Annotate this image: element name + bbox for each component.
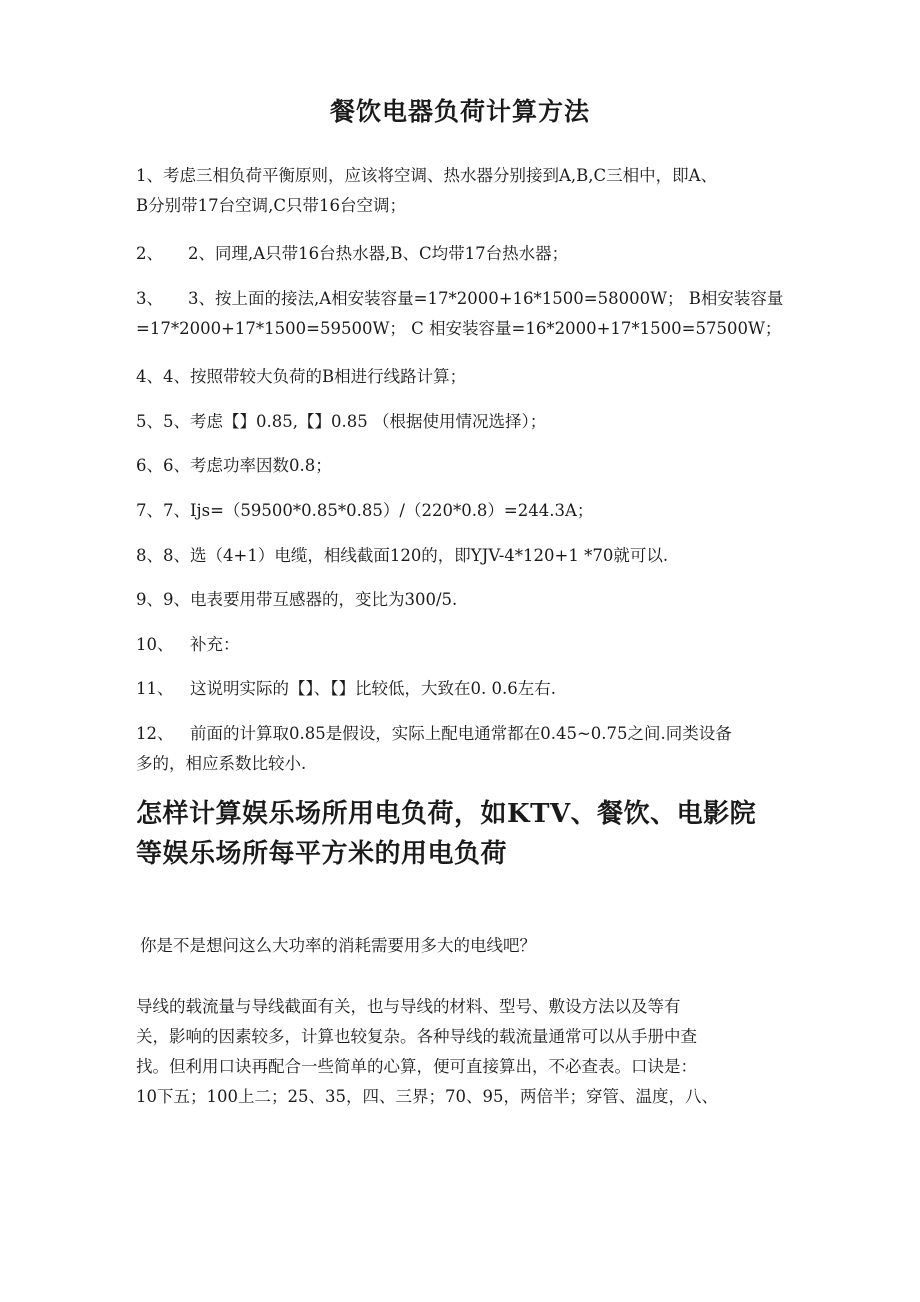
list-item-6 [136,451,796,481]
item-text: 这说明实际的【】、【】比较低，大致在0. 0.6左右. [190,679,556,698]
list-item-8 [136,541,796,571]
item-text-continued: B分别带17台空调,C只带16台空调； [136,196,406,215]
item-number: 8、 [136,546,163,565]
list-item-4 [136,362,796,392]
item-text-continued: 多的，相应系数比较小. [136,754,307,773]
section-heading-line-2: 等娱乐场所每平方米的用电负荷 [136,839,508,869]
list-item-10 [136,630,796,660]
item-text: 8、选（4+1）电缆，相线截面120的，即YJV-4*120+1 *70就可以. [163,546,669,565]
item-text: 6、考虑功率因数0.8； [163,456,332,475]
answer-line: 找。但利用口诀再配合一些简单的心算，便可直接算出，不必查表。口诀是： [136,1057,697,1076]
section-heading-line-1: 怎样计算娱乐场所用电负荷，如KTV、餐饮、电影院 [136,799,757,829]
item-number: 12、 [136,724,174,743]
item-number: 11、 [136,679,174,698]
section-heading [136,794,816,874]
item-text: 补充： [190,635,240,654]
list-item-7 [136,496,796,526]
item-text-continued: =17*2000+17*1500=59500W； C 相安装容量=16*2000+17*1500=57500W； [136,319,782,338]
answer-line: 导线的载流量与导线截面有关，也与导线的材料、型号、敷设方法以及等有 [136,997,681,1016]
item-text: 5、考虑【】0.85,【】0.85 （根据使用情况选择）； [163,412,547,431]
item-text: 9、电表要用带互感器的，变比为300/5. [163,590,458,609]
item-text: 7、Ijs=（59500*0.85*0.85）/（220*0.8）=244.3A； [163,501,594,520]
item-number: 2、 [136,244,163,263]
answer-paragraph [136,992,786,1112]
item-text: 2、同理,A只带16台热水器,B、C均带17台热水器； [188,244,569,263]
list-item-5 [136,407,796,437]
question-text: 你是不是想问这么大功率的消耗需要用多大的电线吧？ [140,936,536,955]
item-number: 4、 [136,367,163,386]
document-title: 餐饮电器负荷计算方法 [329,97,590,126]
list-item-3 [136,284,796,344]
list-item-9 [136,585,796,615]
item-text: 4、按照带较大负荷的B相进行线路计算； [163,367,467,386]
answer-line: 关，影响的因素较多，计算也较复杂。各种导线的载流量通常可以从手册中查 [136,1027,697,1046]
list-item-12 [136,719,796,779]
list-item-2 [136,239,796,269]
list-item-1 [136,161,796,221]
item-number: 3、 [136,289,163,308]
item-number: 10、 [136,635,174,654]
item-number: 6、 [136,456,163,475]
item-text: 3、按上面的接法,A相安装容量=17*2000+16*1500=58000W； B相安装容量 [188,289,784,308]
list-item-11 [136,674,796,704]
item-number: 7、 [136,501,163,520]
item-text: 考虑三相负荷平衡原则，应该将空调、热水器分别接到A,B,C三相中，即A、 [163,166,718,185]
item-number: 9、 [136,590,163,609]
item-text: 前面的计算取0.85是假设，实际上配电通常都在0.45~0.75之间.同类设备 [190,724,732,743]
item-number: 1、 [136,166,163,185]
item-number: 5、 [136,412,163,431]
answer-line: 10下五；100上二；25、35，四、三界；70、95，两倍半；穿管、温度，八、 [136,1087,718,1106]
